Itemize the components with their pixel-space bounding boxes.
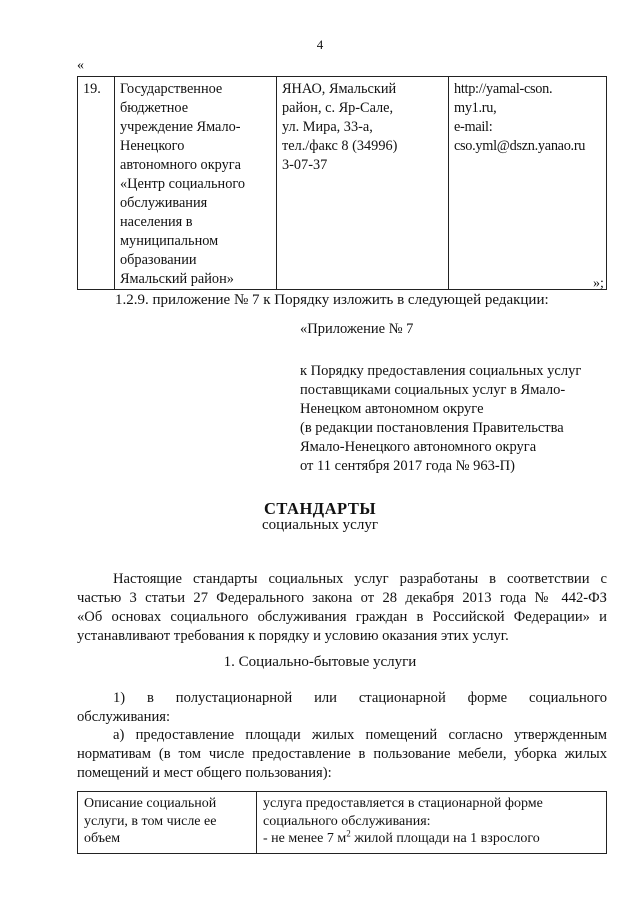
item-1-line: обслуживания: (77, 709, 171, 725)
amendment-item: 1.2.9. приложение № 7 к Порядку изложить в следующей редакции: (115, 292, 549, 308)
appendix-line: (в редакции постановления Правительства (300, 420, 564, 436)
appendix-line: Ненецком автономном округе (300, 401, 484, 417)
page-subheading: социальных услуг (262, 517, 378, 533)
quote-open-mark: « (77, 58, 84, 73)
table-row (78, 77, 607, 290)
value-text: - не менее 7 м (263, 831, 347, 846)
appendix-line: поставщиками социальных услуг в Ямало- (300, 382, 566, 398)
intro-line: устанавливают требования к порядку и условию оказания этих услуг. (77, 628, 509, 644)
value-line (263, 830, 601, 848)
organization-name-cell (115, 77, 277, 290)
address-line: ул. Мира, 33-а, (282, 119, 373, 135)
name-line: муниципальном (120, 233, 219, 249)
contact-line: cso.yml@dszn.yanao.ru (454, 138, 586, 154)
name-line: «Центр социального (120, 176, 245, 192)
contact-line: my1.ru, (454, 100, 497, 116)
address-line: тел./факс 8 (34996) (282, 138, 398, 154)
item-a-line: а) предоставление площади жилых помещений согласно утвержденным (113, 727, 607, 743)
name-line: бюджетное (120, 100, 189, 116)
name-line: Ненецкого (120, 138, 185, 154)
label-line: объем (84, 831, 121, 846)
name-line: населения в (120, 214, 193, 230)
contact-cell (449, 77, 607, 290)
label-line: Описание социальной (84, 796, 217, 811)
value-text: жилой площади на 1 взрослого (350, 831, 540, 846)
appendix-line: Ямало-Ненецкого автономного округа (300, 439, 537, 455)
intro-line: Настоящие стандарты социальных услуг разработаны в соответствии с (113, 571, 607, 587)
name-line: Государственное (120, 81, 223, 97)
item-a-line: помещений и мест общего пользования): (77, 765, 332, 781)
appendix-line: к Порядку предоставления социальных услуг (300, 363, 582, 379)
organization-table (77, 76, 607, 290)
address-line: район, с. Яр-Сале, (282, 100, 394, 116)
intro-paragraph (77, 570, 607, 646)
standard-table (77, 791, 607, 854)
quote-close-mark: »; (593, 276, 604, 291)
value-line: услуга предоставляется в стационарной форме (263, 796, 543, 811)
appendix-title: «Приложение № 7 (300, 321, 414, 337)
address-cell (277, 77, 449, 290)
name-line: обслуживания (120, 195, 208, 211)
name-line: учреждение Ямало- (120, 119, 241, 135)
label-line: услуги, в том числе ее (84, 813, 217, 829)
item-1-line: 1) в полустационарной или стационарной форме социального (113, 690, 607, 706)
name-line: образовании (120, 252, 197, 268)
page-heading: СТАНДАРТЫ (263, 499, 377, 518)
address-line: ЯНАО, Ямальский (282, 81, 397, 97)
name-line: Ямальский район» (120, 271, 234, 287)
superscript: 2 (346, 828, 351, 839)
page-number: 4 (316, 37, 324, 52)
appendix-line: от 11 сентября 2017 года № 963-П) (300, 458, 515, 474)
row-number: 19. (78, 77, 115, 290)
contact-line: e-mail: (454, 119, 493, 135)
table-row (78, 792, 607, 854)
address-line: 3-07-37 (282, 157, 328, 173)
section-title: 1. Социально-бытовые услуги (223, 654, 417, 670)
item-a-line: нормативам (в том числе предоставление в пользование мебели, уборка жилых (77, 746, 607, 762)
value-line: социального обслуживания: (263, 813, 431, 829)
description-value-cell (257, 792, 607, 854)
item-1 (77, 689, 607, 727)
item-a (77, 726, 607, 783)
name-line: автономного округа (120, 157, 241, 173)
contact-line: http://yamal-cson. (454, 81, 553, 97)
intro-line: «Об основах социального обслуживания граждан в Российской Федерации» и (77, 609, 607, 625)
description-label-cell (78, 792, 257, 854)
intro-line: частью 3 статьи 27 Федерального закона от 28 декабря 2013 года № 442-ФЗ (77, 590, 607, 606)
